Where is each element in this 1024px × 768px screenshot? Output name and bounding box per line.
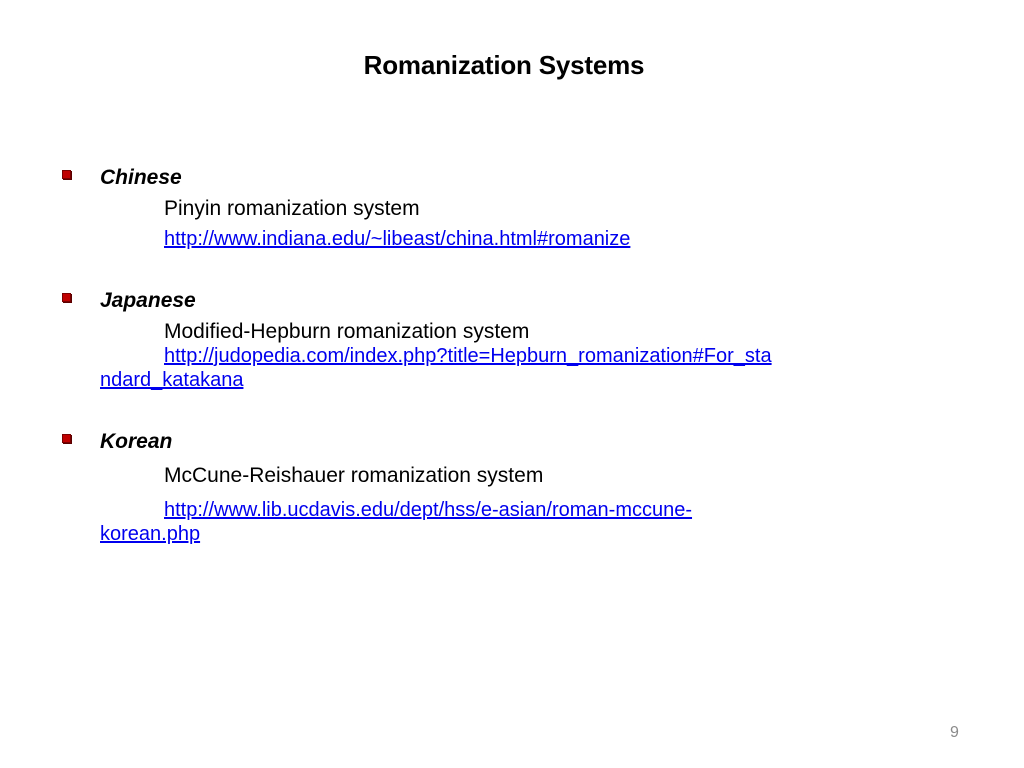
section-heading: Korean bbox=[100, 430, 173, 453]
section-chinese bbox=[100, 166, 940, 251]
resource-link-continued[interactable]: ndard_katakana bbox=[100, 369, 244, 391]
square-bullet-icon bbox=[62, 293, 71, 302]
link-container-wrap bbox=[100, 522, 940, 546]
section-korean bbox=[100, 430, 940, 546]
slide-title: Romanization Systems bbox=[363, 50, 645, 80]
section-japanese bbox=[100, 289, 940, 392]
resource-link-continued[interactable]: korean.php bbox=[100, 523, 201, 545]
square-bullet-icon bbox=[62, 434, 71, 443]
system-name: Pinyin romanization system bbox=[164, 197, 420, 220]
link-container-wrap bbox=[100, 368, 940, 392]
link-container bbox=[100, 227, 940, 251]
link-container bbox=[100, 498, 940, 522]
system-name: Modified-Hepburn romanization system bbox=[164, 320, 530, 343]
page-number: 9 bbox=[950, 724, 959, 741]
section-heading: Japanese bbox=[100, 289, 196, 312]
square-bullet-icon bbox=[62, 170, 71, 179]
section-heading: Chinese bbox=[100, 166, 182, 189]
resource-link[interactable]: http://www.indiana.edu/~libeast/china.html#romanize bbox=[164, 228, 631, 250]
resource-link[interactable]: http://judopedia.com/index.php?title=Hepburn_romanization#For_sta bbox=[164, 345, 772, 367]
resource-link[interactable]: http://www.lib.ucdavis.edu/dept/hss/e-asian/roman-mccune- bbox=[164, 499, 693, 521]
system-name: McCune-Reishauer romanization system bbox=[164, 464, 544, 487]
link-container bbox=[100, 344, 940, 368]
